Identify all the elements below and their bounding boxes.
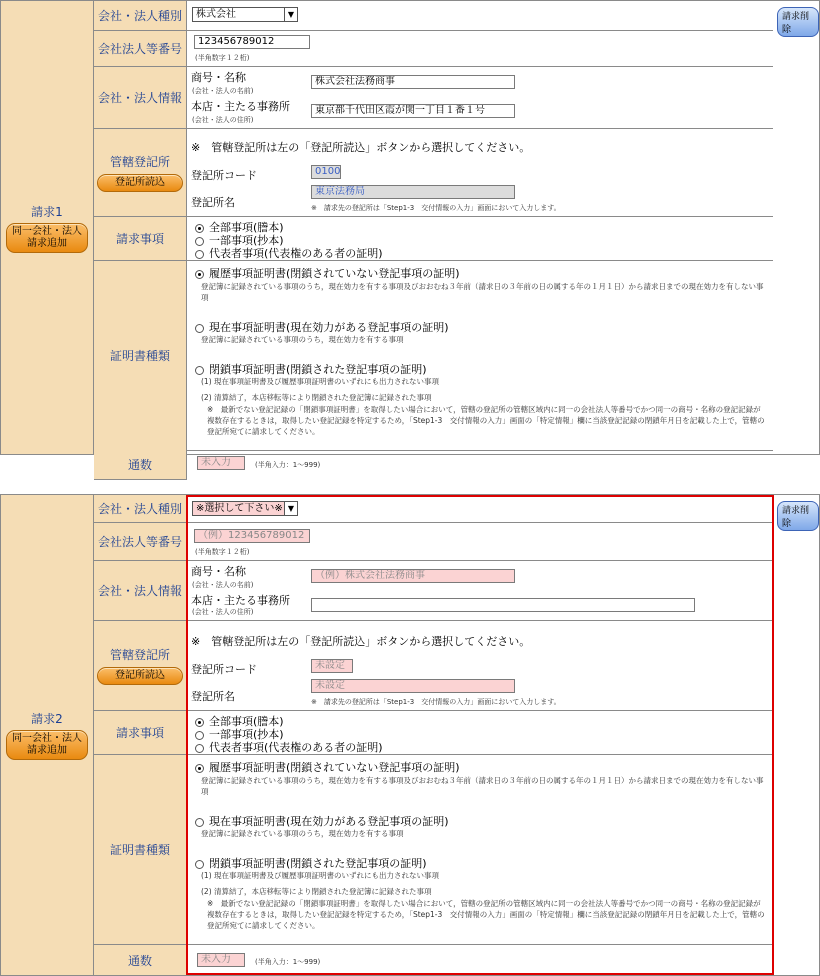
copies-cell [187, 945, 773, 975]
radio-label: 一部事項(抄本) [209, 728, 284, 741]
label-text: 会社・法人種別 [97, 9, 182, 23]
request-item-label [94, 217, 187, 261]
request-item-cell [187, 217, 773, 261]
cert-title: 閉鎖事項証明書(閉鎖された登記事項の証明) [209, 857, 427, 870]
corp-number-input[interactable]: （例）123456789012 [194, 529, 310, 543]
cert-option-current[interactable] [195, 813, 449, 829]
registry-code-field: 0100 [311, 165, 341, 179]
radio-label: 代表者事項(代表権のある者の証明) [209, 247, 383, 260]
copies-label [94, 945, 187, 975]
copies-label [94, 450, 187, 480]
request-header-1 [1, 1, 94, 454]
cert1-desc: 登記簿に記録されている事項のうち，現在効力を有する事項及びおおむね３年前（請求日の３年前の日の属する年の１月１日）から請求日までの現在効力を有しない事項 [201, 776, 764, 796]
radio-current[interactable] [195, 818, 204, 827]
registry-code-label: 登記所コード [191, 169, 257, 182]
request-item-cell [187, 711, 773, 755]
radio-closed[interactable] [195, 366, 204, 375]
cert-title: 履歴事項証明書(閉鎖されていない登記事項の証明) [209, 267, 460, 280]
request-block-2 [0, 494, 820, 976]
registry-label: 管轄登記所 [109, 155, 170, 169]
label-text: 会社法人等番号 [97, 535, 182, 549]
select-value: ※選択して下さい※ [196, 503, 283, 514]
corp-number-cell [187, 523, 773, 561]
registry-label-cell [94, 621, 187, 711]
registry-read-button[interactable]: 登記所読込 [97, 174, 183, 192]
cert3-note: ※ 最新でない登記記録の「閉鎖事項証明書」を取得したい場合において，管轄の登記所の管轄区域内に同一の会社法人等番号でかつ同一の商号・名称の登記記録が複数存在するときは，取得したい登記記録を特定するため，「Step1-3 交付情報の入力」画面の「特定情報」欄に当該登記記録の閉鎖年月日を記載した上で，管轄の登記所宛てに請求してください。 [207, 899, 765, 930]
chevron-down-icon: ▼ [284, 8, 297, 21]
registry-code-field: 未設定 [311, 659, 353, 673]
delete-request-button[interactable]: 請求削除 [777, 501, 819, 531]
company-type-cell [187, 1, 773, 31]
cert-option-closed[interactable] [195, 361, 427, 377]
cert-type-cell [187, 261, 773, 451]
cert-title: 閉鎖事項証明書(閉鎖された登記事項の証明) [209, 363, 427, 376]
request-title: 請求2 [31, 712, 63, 726]
label-text: 証明書種類 [109, 843, 170, 857]
radio-label: 全部事項(謄本) [209, 715, 284, 728]
company-type-label [94, 495, 187, 523]
label-text: 会社・法人情報 [97, 91, 182, 105]
delete-request-button[interactable]: 請求削除 [777, 7, 819, 37]
radio-current[interactable] [195, 324, 204, 333]
cert3-desc1: (1) 現在事項証明書及び履歴事項証明書のいずれにも出力されない事項 [201, 871, 440, 880]
head-office-label: 本店・主たる事務所 [191, 594, 290, 607]
cert2-desc: 登記簿に記録されている事項のうち，現在効力を有する事項 [201, 829, 404, 838]
registry-code-label: 登記所コード [191, 663, 257, 676]
head-office-sub: (会社・法人の住所) [192, 116, 254, 124]
corp-number-cell [187, 31, 773, 67]
select-value: 株式会社 [196, 9, 236, 20]
add-same-corp-button[interactable]: 同一会社・法人 請求追加 [6, 730, 88, 760]
trade-name-sub: (会社・法人の名前) [192, 581, 254, 589]
corp-info-label [94, 561, 187, 621]
radio-label: 全部事項(謄本) [209, 221, 284, 234]
registry-name-label: 登記所名 [191, 690, 235, 703]
cert2-desc: 登記簿に記録されている事項のうち，現在効力を有する事項 [201, 335, 404, 344]
trade-name-sub: (会社・法人の名前) [192, 87, 254, 95]
request-item-rep[interactable] [195, 739, 383, 755]
cert3-note: ※ 最新でない登記記録の「閉鎖事項証明書」を取得したい場合において，管轄の登記所の管轄区域内に同一の会社法人等番号でかつ同一の商号・名称の登記記録が複数存在するときは，取得したい登記記録を特定するため，「Step1-3 交付情報の入力」画面の「特定情報」欄に当該登記記録の閉鎖年月日を記載した上で，管轄の登記所宛てに請求してください。 [207, 405, 765, 436]
cert-option-history[interactable] [195, 759, 460, 775]
registry-read-button[interactable]: 登記所読込 [97, 667, 183, 685]
cert-title: 現在事項証明書(現在効力がある登記事項の証明) [209, 321, 449, 334]
corp-number-hint: (半角数字１２桁) [195, 548, 250, 556]
trade-name-label: 商号・名称 [191, 71, 246, 84]
corp-number-label [94, 31, 187, 67]
label-text: 請求事項 [115, 726, 164, 740]
trade-name-input[interactable]: （例）株式会社法務商事 [311, 569, 515, 583]
copies-cell [187, 450, 773, 480]
registry-name-field: 未設定 [311, 679, 515, 693]
request-title: 請求1 [31, 204, 63, 219]
radio-history[interactable] [195, 764, 204, 773]
copies-input[interactable]: 未入力 [197, 456, 245, 470]
radio-closed[interactable] [195, 860, 204, 869]
label-text: 通数 [127, 458, 152, 472]
registry-name-field: 東京法務局 [311, 185, 515, 199]
copies-input[interactable]: 未入力 [197, 953, 245, 967]
copies-hint: (半角入力：1～999) [255, 461, 321, 469]
head-office-label: 本店・主たる事務所 [191, 100, 290, 113]
trade-name-input[interactable]: 株式会社法務商事 [311, 75, 515, 89]
head-office-input[interactable]: 東京都千代田区霞が関一丁目１番１号 [311, 104, 515, 118]
request-header-2 [1, 495, 94, 975]
registry-cell [187, 621, 773, 711]
registry-name-label: 登記所名 [191, 196, 235, 209]
cert3-desc2: (2) 清算結了，本店移転等により閉鎖された登記簿に記録された事項 [201, 393, 432, 402]
company-type-select[interactable] [192, 7, 298, 22]
radio-label: 代表者事項(代表権のある者の証明) [209, 741, 383, 754]
cert3-desc1: (1) 現在事項証明書及び履歴事項証明書のいずれにも出力されない事項 [201, 377, 440, 386]
request-item-rep[interactable] [195, 245, 383, 261]
cert-type-label [94, 261, 187, 451]
radio-history[interactable] [195, 270, 204, 279]
registry-label-cell [94, 129, 187, 217]
corp-info-label [94, 67, 187, 129]
company-type-label [94, 1, 187, 31]
corp-info-cell [187, 67, 773, 129]
add-same-corp-button[interactable]: 同一会社・法人 請求追加 [6, 223, 88, 253]
cert-option-current[interactable] [195, 319, 449, 335]
cert-title: 現在事項証明書(現在効力がある登記事項の証明) [209, 815, 449, 828]
corp-number-label [94, 523, 187, 561]
registry-label: 管轄登記所 [109, 648, 170, 662]
label-text: 会社法人等番号 [97, 42, 182, 56]
registry-name-note: ※ 請求先の登記所は「Step1-3 交付情報の入力」画面において入力します。 [311, 204, 561, 212]
trade-name-label: 商号・名称 [191, 565, 246, 578]
cert-type-cell [187, 755, 773, 945]
company-type-select[interactable] [192, 501, 298, 516]
radio-rep[interactable] [195, 250, 204, 259]
label-text: 通数 [127, 953, 152, 968]
registry-note: ※ 管轄登記所は左の「登記所読込」ボタンから選択してください。 [191, 635, 531, 648]
cert-type-label [94, 755, 187, 945]
corp-info-cell [187, 561, 773, 621]
radio-rep[interactable] [195, 744, 204, 753]
chevron-down-icon: ▼ [284, 502, 297, 515]
request-item-label [94, 711, 187, 755]
registry-note: ※ 管轄登記所は左の「登記所読込」ボタンから選択してください。 [191, 141, 531, 154]
copies-hint: (半角入力：1～999) [255, 958, 321, 966]
registry-name-note: ※ 請求先の登記所は「Step1-3 交付情報の入力」画面において入力します。 [311, 698, 561, 706]
radio-label: 一部事項(抄本) [209, 234, 284, 247]
cert1-desc: 登記簿に記録されている事項のうち，現在効力を有する事項及びおおむね３年前（請求日の３年前の日の属する年の１月１日）から請求日までの現在効力を有しない事項 [201, 282, 764, 302]
corp-number-input[interactable]: 123456789012 [194, 35, 310, 49]
registry-cell [187, 129, 773, 217]
cert-option-history[interactable] [195, 265, 460, 281]
corp-number-hint: (半角数字１２桁) [195, 54, 250, 62]
request-block-1 [0, 0, 820, 455]
cert-option-closed[interactable] [195, 855, 427, 871]
head-office-input[interactable] [311, 598, 695, 612]
label-text: 会社・法人情報 [97, 584, 182, 598]
company-type-cell [187, 495, 773, 523]
label-text: 証明書種類 [109, 349, 170, 363]
cert3-desc2: (2) 清算結了，本店移転等により閉鎖された登記簿に記録された事項 [201, 887, 432, 896]
head-office-sub: (会社・法人の住所) [192, 608, 254, 616]
label-text: 会社・法人種別 [97, 502, 182, 516]
cert-title: 履歴事項証明書(閉鎖されていない登記事項の証明) [209, 761, 460, 774]
label-text: 請求事項 [115, 232, 164, 246]
